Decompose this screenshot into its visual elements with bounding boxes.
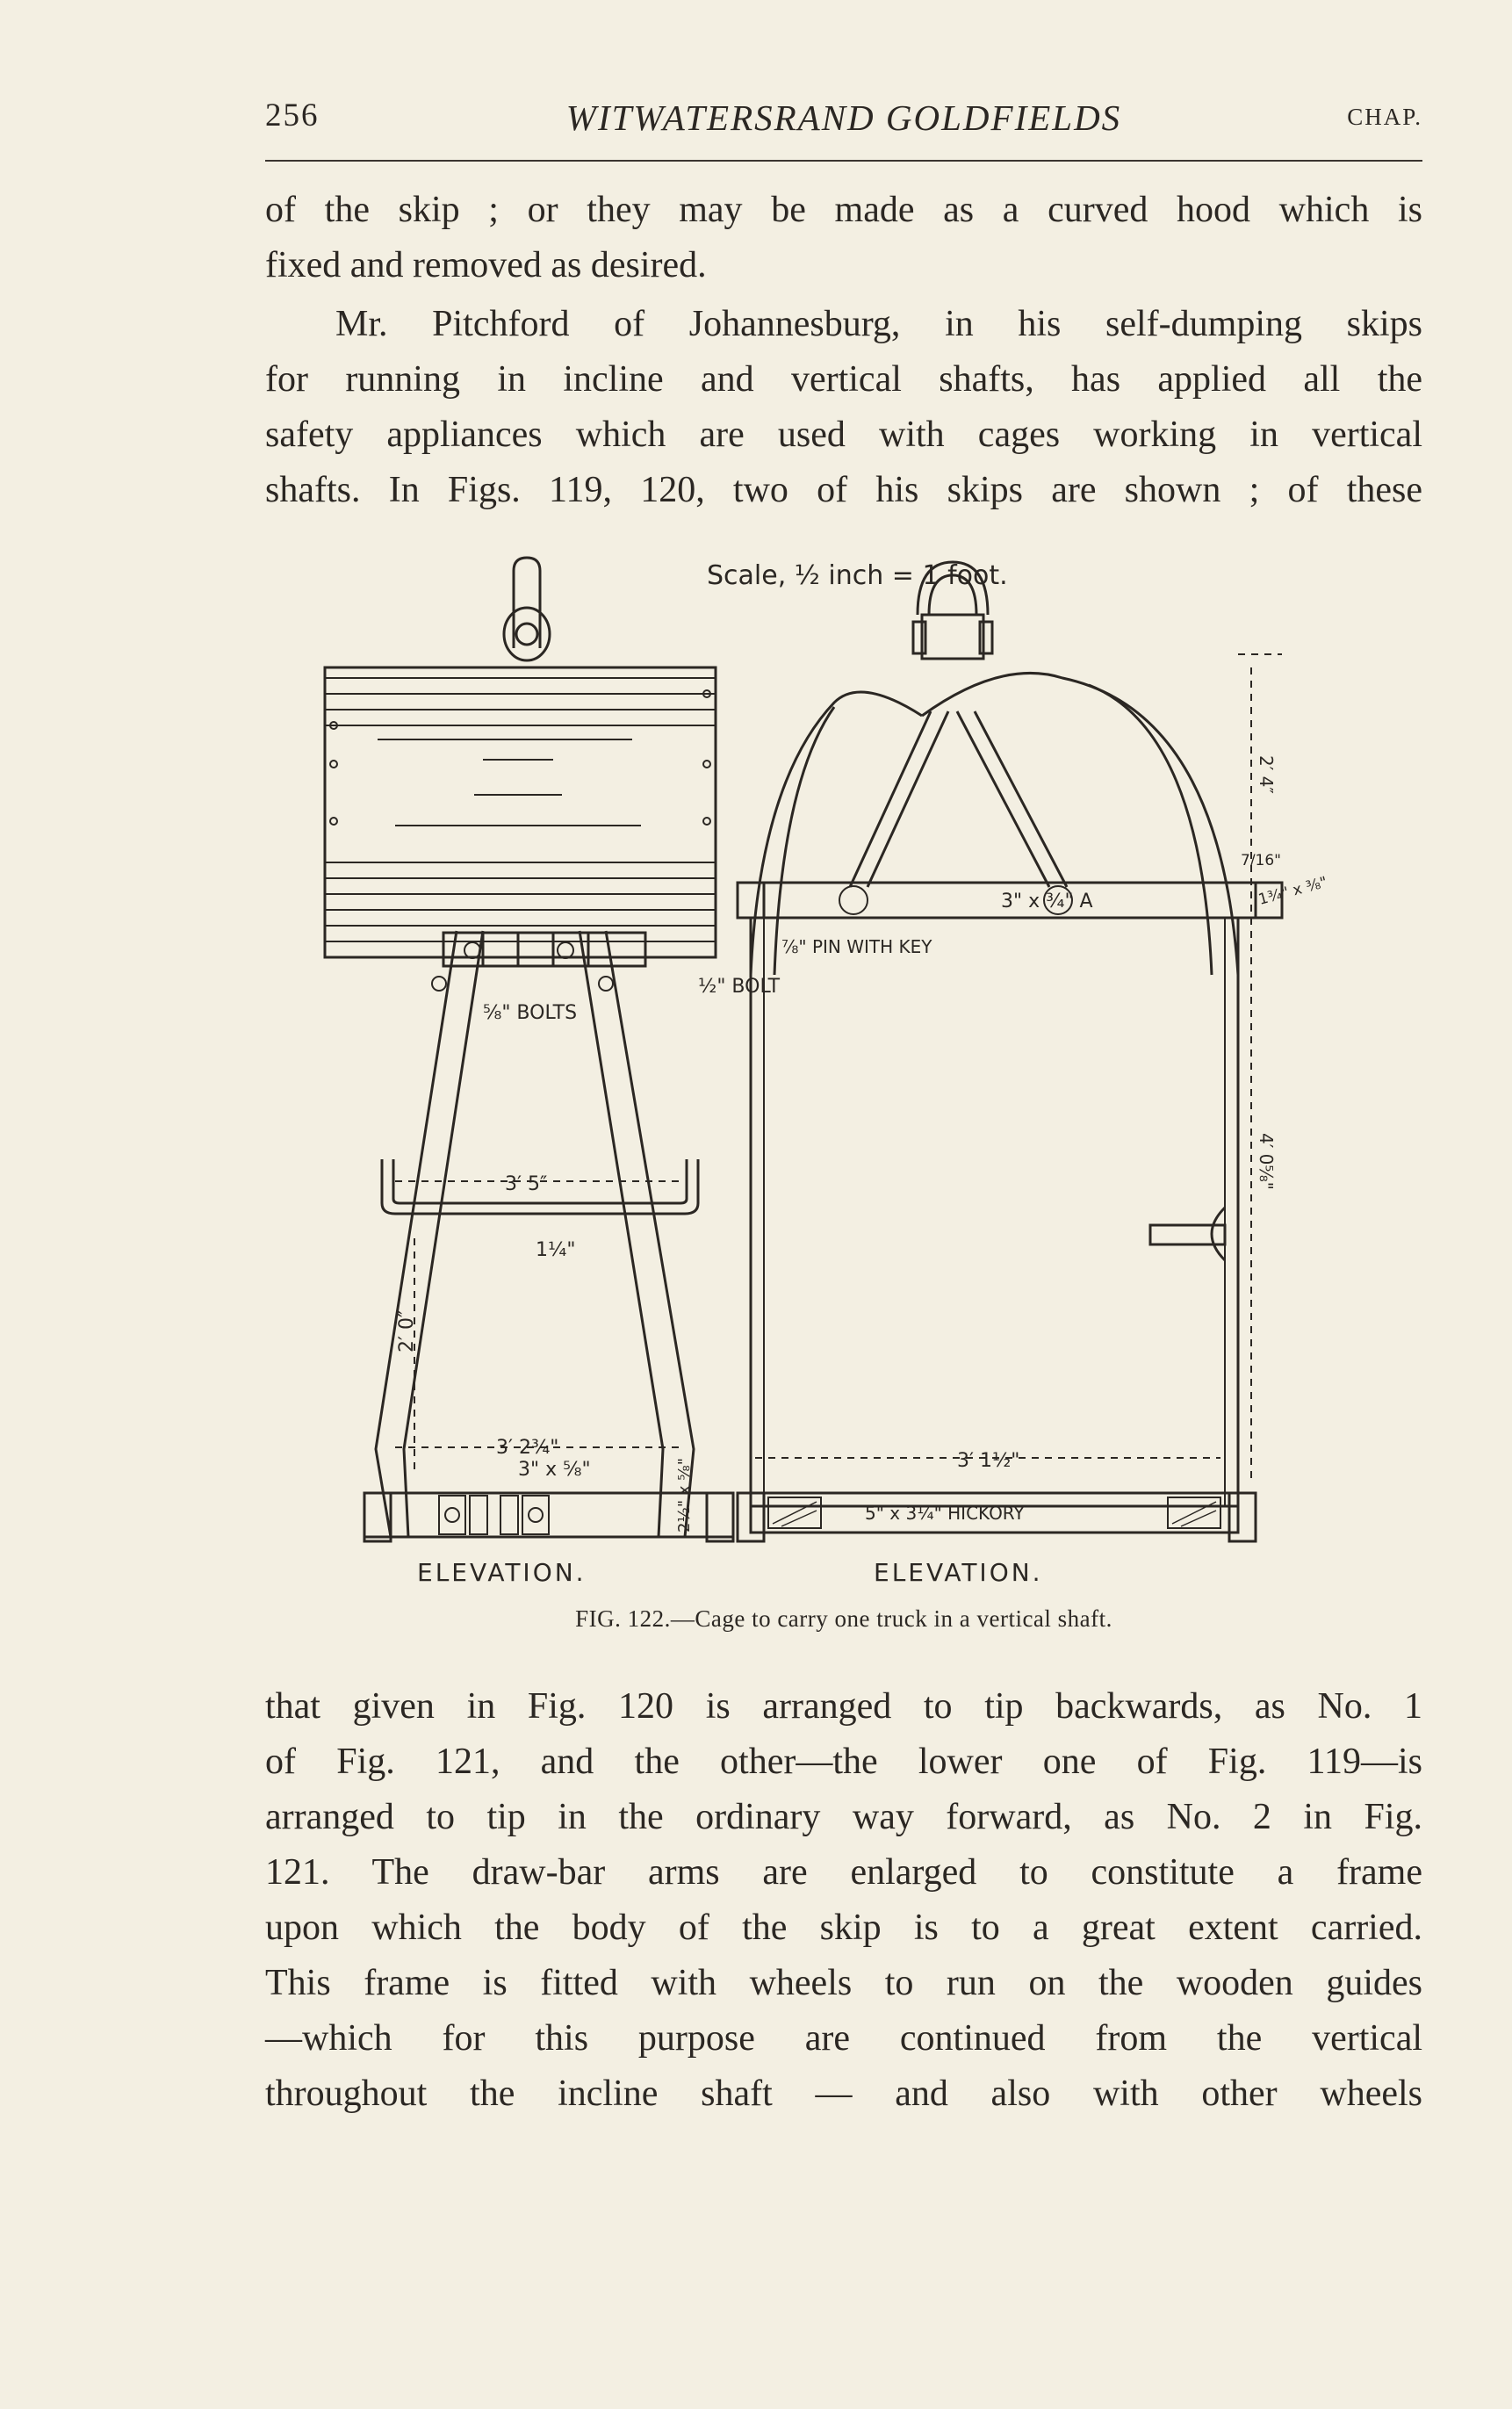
label-side-section: 1¾" x ⅜" — [1256, 873, 1329, 909]
text-line: arranged to tip in the ordinary way forward, as No. 2 in Fig. — [265, 1797, 1422, 1837]
figure-caption: FIG. 122.—Cage to carry one truck in a vertical shaft. — [575, 1605, 1112, 1632]
running-title: WITWATERSRAND GOLDFIELDS — [565, 97, 1122, 138]
label-bolt: ½" BOLT — [698, 976, 781, 998]
label-height-right: 4′ 0⅝" — [1256, 1133, 1277, 1190]
label-width-bottom: 3′ 2¾" — [496, 1437, 559, 1459]
cage-elevation-drawings — [220, 553, 1449, 1669]
label-bar: 1¼" — [536, 1239, 576, 1261]
text-line: shafts. In Figs. 119, 120, two of his skips are shown ; of these — [265, 470, 1422, 510]
label-frac: 7/16" — [1241, 852, 1281, 869]
text-line: for running in incline and vertical shafts, has applied all the — [265, 359, 1422, 400]
right-elevation-title: ELEVATION. — [874, 1558, 1043, 1587]
left-elevation-drawing — [325, 558, 733, 1541]
label-height-left: 2′ 0″ — [396, 1309, 418, 1352]
left-elevation-title: ELEVATION. — [417, 1558, 587, 1587]
label-width-top: 3′ 5″ — [505, 1173, 548, 1195]
label-section: 3" x ⅝" — [518, 1459, 591, 1481]
label-top-height: 2′ 4″ — [1256, 755, 1277, 794]
text-line: safety appliances which are used with cages working in vertical — [265, 415, 1422, 455]
text-line: upon which the body of the skip is to a great extent carried. — [265, 1908, 1422, 1948]
label-bolts: ⅝" BOLTS — [483, 1002, 578, 1024]
text-line: Mr. Pitchford of Johannesburg, in his self-dumping skips — [335, 304, 1422, 344]
text-line: of Fig. 121, and the other—the lower one of Fig. 119—is — [265, 1742, 1422, 1782]
page-number: 256 — [265, 97, 320, 133]
text-line: of the skip ; or they may be made as a curved hood which is — [265, 190, 1422, 230]
header-rule — [265, 160, 1422, 162]
running-header — [265, 97, 1422, 149]
paragraph-2 — [265, 297, 1422, 518]
text-line: that given in Fig. 120 is arranged to tip backwards, as No. 1 — [265, 1686, 1422, 1727]
label-pin: ⅞" PIN WITH KEY — [781, 936, 932, 957]
text-line: fixed and removed as desired. — [265, 245, 707, 285]
paragraph-1 — [265, 183, 1422, 293]
label-width-right: 3′ 1½" — [957, 1450, 1020, 1472]
text-line: This frame is fitted with wheels to run on the wooden guides — [265, 1963, 1422, 2003]
paragraph-3 — [265, 1679, 1422, 2122]
text-line: 121. The draw-bar arms are enlarged to constitute a frame — [265, 1852, 1422, 1893]
label-side-bar: 2½" x ⅝" — [675, 1458, 694, 1533]
text-line: throughout the incline shaft — and also with other wheels — [265, 2074, 1422, 2114]
label-crossbar: 3" x ¾" A — [1001, 891, 1093, 912]
chapter-label: CHAP. — [1347, 104, 1422, 130]
figure-122 — [220, 553, 1449, 1669]
text-line: —which for this purpose are continued from the vertical — [265, 2018, 1422, 2059]
scale-note: Scale, ½ inch = 1 foot. — [707, 560, 1008, 591]
right-elevation-drawing — [738, 562, 1282, 1541]
label-base: 5" x 3¼" HICKORY — [865, 1503, 1025, 1524]
